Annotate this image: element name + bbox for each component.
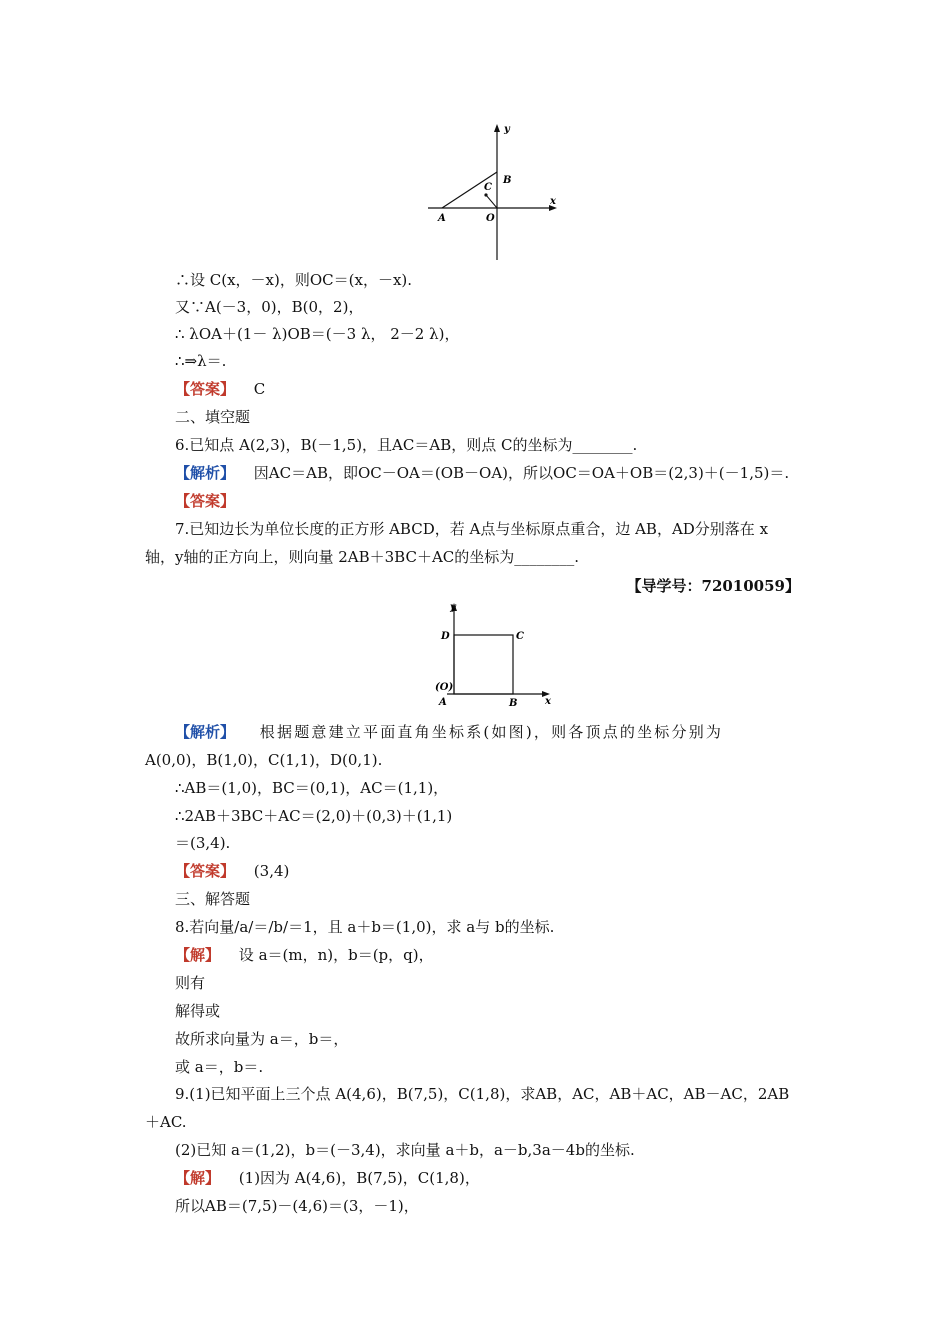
segment-oc (486, 195, 497, 208)
label-b: B (503, 175, 512, 186)
question-8-solution-line1 (175, 945, 434, 965)
answer-value: (3,4) (253, 862, 290, 880)
solution-text: (1)因为 A(4,6)，B(7,5)，C(1,8)， (238, 1169, 480, 1187)
label-a: A (439, 697, 447, 708)
label-o: O (486, 213, 495, 224)
label-y: y (450, 602, 456, 613)
question-8-solution-line3: 解得或 (175, 1002, 221, 1020)
figure-triangle-diagram (420, 120, 570, 265)
label-d: D (441, 631, 450, 642)
solution-text: 根据题意建立平面直角坐标系(如图)，则各顶点的坐标分别为 (259, 723, 724, 741)
section-solve: 三、解答题 (175, 890, 251, 908)
square-abcd (454, 635, 513, 694)
solution-text: 设 a＝(m，n)，b＝(p，q)， (238, 946, 434, 964)
label-b: B (509, 698, 518, 709)
line-set-c: ∴设 C(x，－x)，则OC＝(x，－x). (175, 271, 413, 289)
answer-tag: 【答案】 (175, 862, 236, 880)
question-6-solution (175, 463, 789, 483)
solution-tag: 【解】 (175, 1169, 221, 1187)
label-x: x (545, 696, 551, 707)
question-9-part2: (2)已知 a＝(1,2)，b＝(－3,4)，求向量 a＋b，a－b,3a－4b的坐标. (175, 1141, 635, 1159)
answer-tag: 【答案】 (175, 492, 236, 510)
line-lambda-result: ∴⇒λ＝. (175, 352, 227, 370)
label-o: (O) (435, 682, 454, 693)
section-fill-in: 二、填空题 (175, 408, 251, 426)
figure-square-diagram (425, 598, 565, 710)
question-7-solution-line3: ∴AB＝(1,0)，BC＝(0,1)，AC＝(1,1)， (175, 779, 449, 797)
y-axis-arrow (494, 124, 500, 132)
question-8-solution-line4: 故所求向量为 a＝，b＝， (175, 1030, 349, 1048)
label-c: C (484, 182, 492, 193)
question-7-line2: 轴，y轴的正方向上，则向量 2AB＋3BC＋AC的坐标为________. (145, 548, 580, 566)
analysis-tag: 【解析】 (175, 723, 236, 741)
answer-1 (175, 379, 265, 399)
label-y: y (504, 124, 510, 135)
question-9-line1: 9.(1)已知平面上三个点 A(4,6)，B(7,5)，C(1,8)，求AB，AC，AB＋AC，AB－AC，2AB (175, 1085, 790, 1103)
question-7-solution-line4: ∴2AB＋3BC＋AC＝(2,0)＋(0,3)＋(1,1) (175, 807, 453, 825)
question-6: 6.已知点 A(2,3)，B(－1,5)，且AC＝AB，则点 C的坐标为________. (175, 436, 638, 454)
label-x: x (550, 196, 556, 207)
answer-2 (175, 491, 235, 511)
question-9-line2: ＋AC. (145, 1113, 187, 1131)
point-c (484, 193, 487, 196)
question-8-solution-line2: 则有 (175, 974, 206, 992)
answer-value: C (253, 380, 266, 398)
question-7-solution-line2: A(0,0)，B(1,0)，C(1,1)，D(0,1). (145, 751, 383, 769)
question-7-solution-line5: ＝(3,4). (175, 834, 231, 852)
question-9-solution-line2: 所以AB＝(7,5)－(4,6)＝(3，－1)， (175, 1197, 419, 1215)
question-7-solution-line1 (175, 722, 723, 742)
question-9-solution-line1 (175, 1168, 480, 1188)
analysis-tag: 【解析】 (175, 464, 236, 482)
question-7-line1: 7.已知边长为单位长度的正方形 ABCD，若 A点与坐标原点重合，边 AB，AD分别落在 x (175, 520, 769, 538)
solution-tag: 【解】 (175, 946, 221, 964)
line-lambda: ∴ λOA＋(1－ λ)OB＝(－3 λ， 2－2 λ)， (175, 325, 460, 343)
label-c: C (516, 631, 524, 642)
label-a: A (438, 213, 446, 224)
line-given-ab: 又∵A(－3，0)，B(0，2)， (175, 298, 364, 316)
answer-tag: 【答案】 (175, 380, 236, 398)
answer-3 (175, 861, 289, 881)
question-8: 8.若向量/a/＝/b/＝1，且 a＋b＝(1,0)，求 a与 b的坐标. (175, 918, 555, 936)
question-8-solution-line5: 或 a＝，b＝. (175, 1058, 264, 1076)
solution-text: 因AC＝AB，即OC－OA＝(OB－OA)，所以OC＝OA＋OB＝(2,3)＋(－1,5)＝. (253, 464, 790, 482)
guide-number: 【导学号：72010059】 (626, 577, 800, 595)
